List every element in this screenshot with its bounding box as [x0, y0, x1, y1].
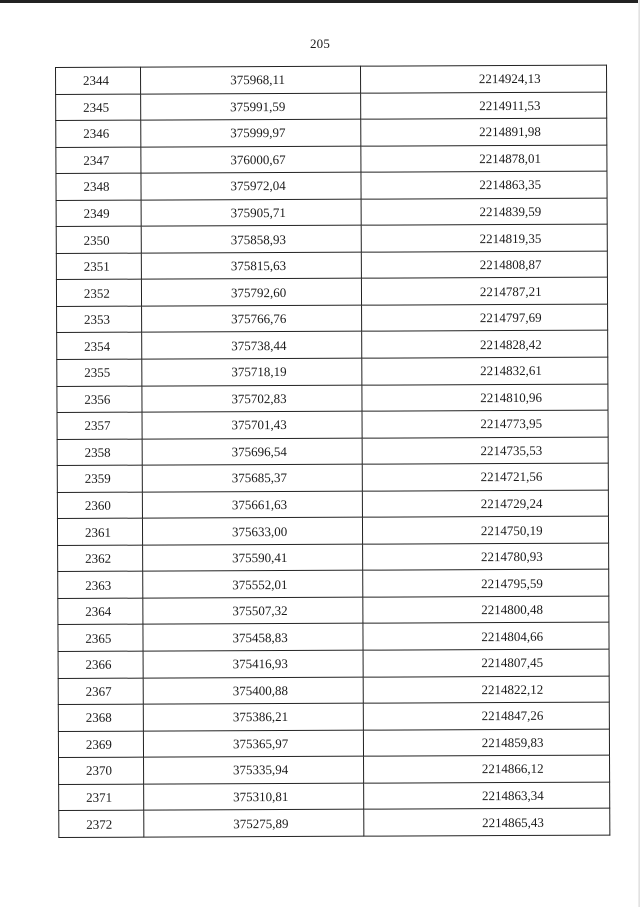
y-coordinate-cell: 2214797,69	[362, 304, 608, 332]
y-coordinate-cell: 2214819,35	[362, 224, 608, 252]
y-coordinate-cell: 2214832,61	[362, 357, 608, 385]
table-row	[56, 251, 607, 280]
x-coordinate-cell: 375701,43	[142, 411, 363, 439]
y-coordinate-cell: 2214828,42	[362, 331, 608, 359]
y-coordinate-cell: 2214866,12	[364, 755, 610, 783]
point-number-cell: 2358	[57, 439, 142, 466]
x-coordinate-cell: 375972,04	[141, 172, 362, 200]
top-border-rule	[0, 0, 640, 3]
point-number-cell: 2366	[58, 651, 143, 678]
y-coordinate-cell: 2214859,83	[364, 729, 610, 757]
coordinates-table-body	[56, 65, 610, 837]
table-row	[56, 65, 607, 94]
table-row	[56, 145, 607, 174]
x-coordinate-cell: 375991,59	[140, 93, 361, 121]
table-row	[56, 277, 607, 306]
y-coordinate-cell: 2214750,19	[363, 516, 609, 544]
point-number-cell: 2352	[56, 280, 141, 307]
x-coordinate-cell: 375633,00	[142, 517, 363, 545]
table-row	[56, 118, 607, 147]
table-row	[57, 384, 608, 413]
point-number-cell: 2367	[58, 678, 143, 705]
y-coordinate-cell: 2214800,48	[363, 596, 609, 624]
y-coordinate-cell: 2214804,66	[363, 623, 609, 651]
x-coordinate-cell: 375766,76	[141, 305, 362, 333]
point-number-cell: 2353	[57, 306, 142, 333]
point-number-cell: 2345	[56, 94, 141, 121]
x-coordinate-cell: 375458,83	[143, 624, 364, 652]
table-row	[56, 92, 607, 121]
table-row	[58, 543, 609, 572]
point-number-cell: 2344	[56, 67, 141, 94]
x-coordinate-cell: 375905,71	[141, 199, 362, 227]
point-number-cell: 2348	[56, 173, 141, 200]
point-number-cell: 2361	[57, 518, 142, 545]
table-row	[57, 357, 608, 386]
x-coordinate-cell: 375552,01	[143, 571, 364, 599]
table-row	[57, 304, 608, 333]
x-coordinate-cell: 376000,67	[141, 146, 362, 174]
table-row	[59, 755, 610, 784]
page-number: 205	[309, 36, 331, 51]
table-row	[58, 623, 609, 652]
x-coordinate-cell: 375685,37	[142, 464, 363, 492]
y-coordinate-cell: 2214822,12	[364, 676, 610, 704]
x-coordinate-cell: 375590,41	[142, 544, 363, 572]
point-number-cell: 2356	[57, 386, 142, 413]
point-number-cell: 2371	[59, 784, 144, 811]
x-coordinate-cell: 375999,97	[141, 119, 362, 147]
x-coordinate-cell: 375275,89	[144, 809, 365, 837]
x-coordinate-cell: 375335,94	[143, 756, 364, 784]
table-row	[56, 198, 607, 227]
table-row	[57, 437, 608, 466]
table-row	[57, 463, 608, 492]
x-coordinate-cell: 375718,19	[142, 358, 363, 386]
y-coordinate-cell: 2214847,26	[364, 702, 610, 730]
x-coordinate-cell: 375968,11	[140, 66, 361, 94]
y-coordinate-cell: 2214807,45	[363, 649, 609, 677]
y-coordinate-cell: 2214911,53	[361, 92, 607, 120]
point-number-cell: 2360	[57, 492, 142, 519]
coordinates-table	[55, 65, 610, 838]
x-coordinate-cell: 375310,81	[143, 783, 364, 811]
point-number-cell: 2347	[56, 147, 141, 174]
point-number-cell: 2372	[59, 810, 144, 837]
table-row	[57, 410, 608, 439]
x-coordinate-cell: 375696,54	[142, 438, 363, 466]
table-row	[56, 171, 607, 200]
x-coordinate-cell: 375386,21	[143, 703, 364, 731]
x-coordinate-cell: 375858,93	[141, 225, 362, 253]
point-number-cell: 2354	[57, 333, 142, 360]
x-coordinate-cell: 375661,63	[142, 491, 363, 519]
y-coordinate-cell: 2214795,59	[363, 569, 609, 597]
point-number-cell: 2346	[56, 120, 141, 147]
point-number-cell: 2357	[57, 412, 142, 439]
table-row	[57, 490, 608, 519]
table-row	[58, 702, 609, 731]
y-coordinate-cell: 2214808,87	[362, 251, 608, 279]
table-row	[57, 516, 608, 545]
y-coordinate-cell: 2214863,35	[361, 171, 607, 199]
point-number-cell: 2370	[59, 757, 144, 784]
y-coordinate-cell: 2214721,56	[363, 463, 609, 491]
point-number-cell: 2365	[58, 625, 143, 652]
table-row	[58, 649, 609, 678]
x-coordinate-cell: 375365,97	[143, 730, 364, 758]
point-number-cell: 2363	[58, 572, 143, 599]
y-coordinate-cell: 2214878,01	[361, 145, 607, 173]
point-number-cell: 2369	[58, 731, 143, 758]
x-coordinate-cell: 375507,32	[143, 597, 364, 625]
point-number-cell: 2368	[58, 704, 143, 731]
x-coordinate-cell: 375738,44	[141, 332, 362, 360]
table-row	[58, 569, 609, 598]
point-number-cell: 2350	[56, 226, 141, 253]
table-row	[56, 224, 607, 253]
point-number-cell: 2349	[56, 200, 141, 227]
x-coordinate-cell: 375815,63	[141, 252, 362, 280]
point-number-cell: 2364	[58, 598, 143, 625]
y-coordinate-cell: 2214729,24	[363, 490, 609, 518]
x-coordinate-cell: 375416,93	[143, 650, 364, 678]
x-coordinate-cell: 375702,83	[142, 385, 363, 413]
table-row	[58, 729, 609, 758]
y-coordinate-cell: 2214839,59	[361, 198, 607, 226]
point-number-cell: 2351	[56, 253, 141, 280]
table-row	[58, 596, 609, 625]
y-coordinate-cell: 2214810,96	[362, 384, 608, 412]
y-coordinate-cell: 2214863,34	[364, 782, 610, 810]
point-number-cell: 2355	[57, 359, 142, 386]
y-coordinate-cell: 2214865,43	[364, 808, 610, 836]
point-number-cell: 2359	[57, 465, 142, 492]
y-coordinate-cell: 2214735,53	[362, 437, 608, 465]
table-row	[59, 782, 610, 811]
y-coordinate-cell: 2214787,21	[362, 277, 608, 305]
y-coordinate-cell: 2214891,98	[361, 118, 607, 146]
x-coordinate-cell: 375400,88	[143, 677, 364, 705]
point-number-cell: 2362	[58, 545, 143, 572]
table-row	[58, 676, 609, 705]
table-row	[57, 331, 608, 360]
table-row	[59, 808, 610, 837]
y-coordinate-cell: 2214773,95	[362, 410, 608, 438]
y-coordinate-cell: 2214780,93	[363, 543, 609, 571]
y-coordinate-cell: 2214924,13	[361, 65, 607, 93]
x-coordinate-cell: 375792,60	[141, 279, 362, 307]
